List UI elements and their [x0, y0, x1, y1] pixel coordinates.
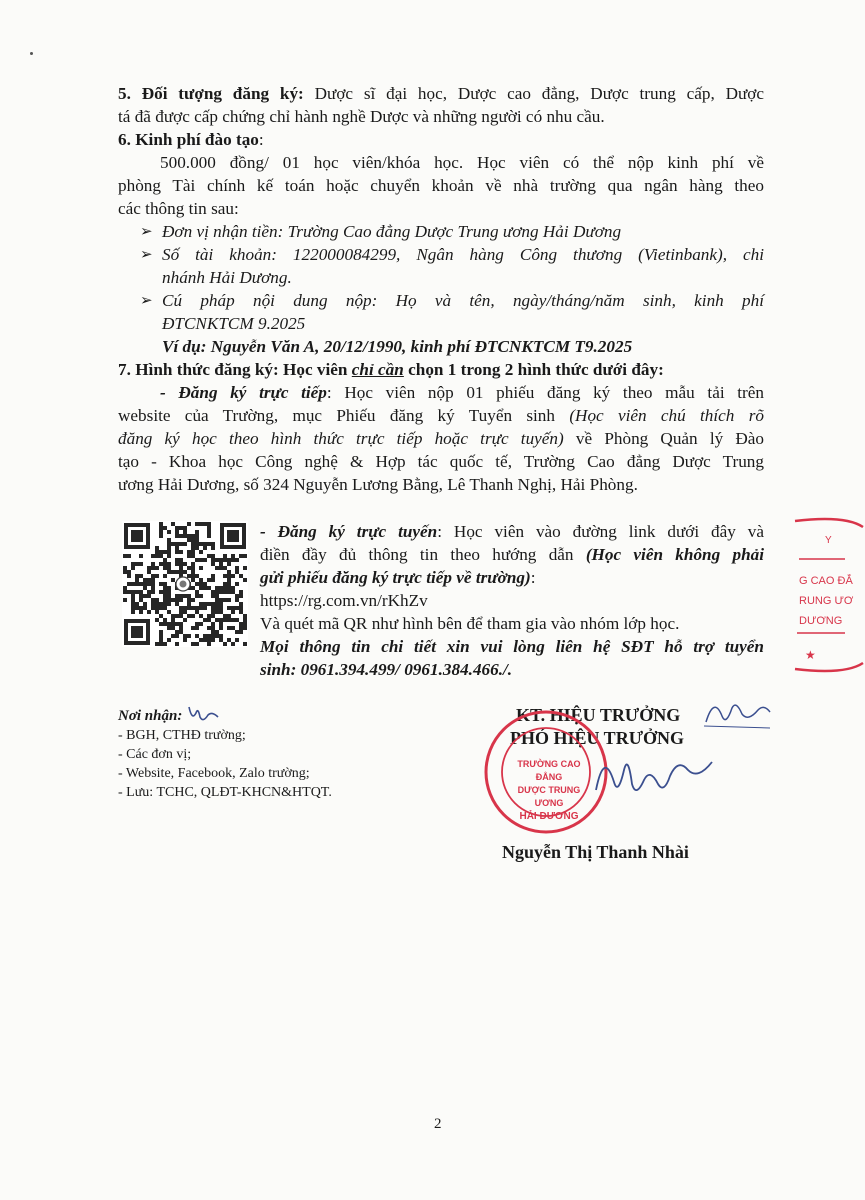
- direct-registration-line-1: - Đăng ký trực tiếp: Học viên nộp 01 phiếu đăng ký theo mẫu tải trên: [160, 383, 764, 402]
- online-registration-line-1: - Đăng ký trực tuyến: Học viên vào đường link dưới đây và: [260, 522, 764, 541]
- registration-link[interactable]: https://rg.com.vn/rKhZv: [260, 591, 428, 610]
- edge-seal-line-1: G CAO ĐẲ: [799, 575, 853, 587]
- recipient-item: - BGH, CTHĐ trường;: [118, 728, 246, 743]
- section-6-paragraph-line-1: 500.000 đồng/ 01 học viên/khóa học. Học viên có thể nộp kinh phí về: [160, 153, 764, 172]
- arrow-bullet-icon: ➢: [140, 224, 153, 240]
- direct-registration-line-4: tạo - Khoa học Công nghệ & Hợp tác quốc tế, Trường Cao đẳng Dược Trung: [118, 452, 764, 471]
- qr-code-icon: [122, 521, 248, 647]
- signature-title-1: KT. HIỆU TRƯỞNG: [516, 705, 681, 725]
- recipient-item: - Lưu: TCHC, QLĐT-KHCN&HTQT.: [118, 785, 332, 800]
- section-7-heading: 7. Hình thức đăng ký: Học viên chỉ cần chọn 1 trong 2 hình thức dưới đây:: [118, 360, 664, 379]
- scan-speck: [30, 52, 33, 55]
- seal-line-2: DƯỢC TRUNG ƯƠNG: [517, 785, 581, 808]
- arrow-bullet-icon: ➢: [140, 293, 153, 309]
- recipients-block: [118, 707, 332, 802]
- edge-seal-line-3: DƯƠNG: [799, 615, 843, 627]
- signature-title-2: PHÓ HIỆU TRƯỞNG: [510, 728, 685, 748]
- section-6-paragraph-line-2: phòng Tài chính kế toán hoặc chuyển khoản về nhà trường qua ngân hàng theo: [118, 176, 764, 195]
- online-registration-line-3: gửi phiếu đăng ký trực tiếp về trường):: [260, 568, 536, 587]
- edge-seal-line-2: RUNG ƯƠ: [799, 595, 854, 607]
- qr-instruction: Và quét mã QR như hình bên để tham gia vào nhóm lớp học.: [260, 614, 680, 633]
- bullet-recipient-unit: Đơn vị nhận tiền: Trường Cao đẳng Dược Trung ương Hải Dương: [162, 222, 622, 241]
- bullet-syntax-line-1: Cú pháp nội dung nộp: Họ và tên, ngày/tháng/năm sinh, kinh phí: [162, 291, 764, 310]
- signer-name: Nguyễn Thị Thanh Nhài: [502, 842, 689, 862]
- payment-example: Ví dụ: Nguyễn Văn A, 20/12/1990, kinh phí ĐTCNKTCM T9.2025: [162, 337, 633, 356]
- direct-registration-line-2: website của Trường, mục Phiếu đăng ký Tuyển sinh (Học viên chú thích rõ: [118, 406, 764, 425]
- direct-registration-line-5: ương Hải Dương, số 324 Nguyễn Lương Bằng, Lê Thanh Nghị, Hải Phòng.: [118, 475, 638, 494]
- page-number: 2: [434, 1116, 442, 1132]
- bullet-syntax-line-2: ĐTCNKTCM 9.2025: [162, 314, 306, 333]
- handwritten-signature-icon: [588, 740, 718, 810]
- section-5-line-2: tá đã được cấp chứng chỉ hành nghề Dược và những người có nhu cầu.: [118, 107, 605, 126]
- initial-signature-icon: [700, 692, 774, 732]
- section-6-paragraph-line-3: các thông tin sau:: [118, 199, 239, 218]
- section-5-label: 5. Đối tượng đăng ký:: [118, 84, 304, 103]
- svg-text:Y: Y: [825, 535, 832, 546]
- contact-line-2: sinh: 0961.394.499/ 0961.384.466./.: [260, 660, 513, 679]
- bullet-account-line-2: nhánh Hải Dương.: [162, 268, 292, 287]
- contact-line-1: Mọi thông tin chi tiết xin vui lòng liên hệ SĐT hỗ trợ tuyển: [260, 637, 764, 656]
- direct-registration-line-3: đăng ký học theo hình thức trực tiếp hoặc trực tuyến) về Phòng Quản lý Đào: [118, 429, 764, 448]
- recipient-item: - Website, Facebook, Zalo trường;: [118, 766, 310, 781]
- section-5-line-1: 5. Đối tượng đăng ký: Dược sĩ đại học, Dược cao đẳng, Dược trung cấp, Dược: [118, 84, 765, 103]
- qr-code[interactable]: [122, 521, 248, 647]
- seal-line-3: HẢI DƯƠNG: [519, 811, 579, 822]
- bullet-account-line-1: Số tài khoản: 122000084299, Ngân hàng Công thương (Vietinbank), chi: [162, 245, 764, 264]
- edge-seal: [785, 515, 865, 675]
- recipient-item: - Các đơn vị;: [118, 747, 192, 762]
- section-6-heading: 6. Kinh phí đào tạo:: [118, 130, 264, 149]
- seal-line-1: TRƯỜNG CAO ĐẲNG: [517, 759, 581, 782]
- online-registration-line-2: điền đầy đủ thông tin theo hướng dẫn (Học viên không phải: [260, 545, 765, 564]
- svg-text:★: ★: [805, 648, 816, 662]
- initial-mark-icon: [186, 703, 222, 725]
- arrow-bullet-icon: ➢: [140, 247, 153, 263]
- recipients-title: Nơi nhận:: [118, 708, 183, 724]
